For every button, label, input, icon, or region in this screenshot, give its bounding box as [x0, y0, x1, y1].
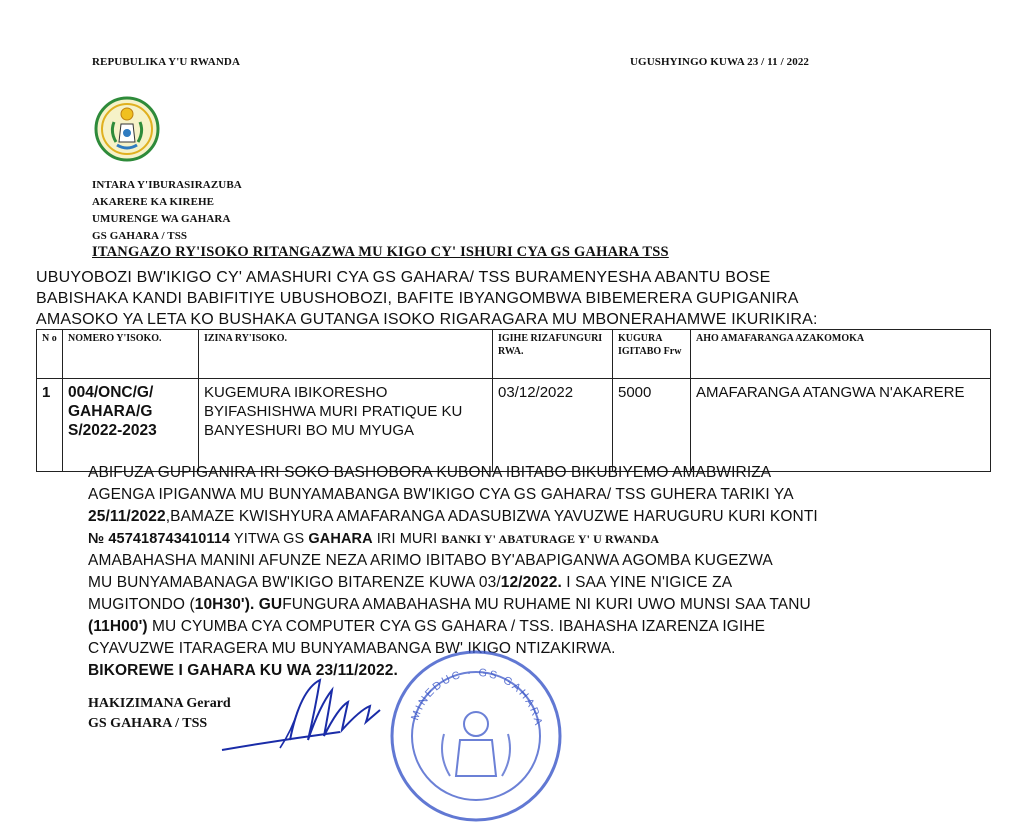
body-text: YITWA GS	[230, 531, 309, 547]
header-deadline: IGIHE RIZAFUNGURI RWA.	[493, 330, 613, 379]
address-province: INTARA Y'IBURASIRAZUBA	[92, 179, 242, 191]
sender-address	[92, 177, 242, 245]
notice-title: ITANGAZO RY'ISOKO RITANGAZWA MU KIGO CY' ISHURI CYA GS GAHARA TSS	[92, 244, 669, 260]
header-ref: NOMERO Y'ISOKO.	[63, 330, 199, 379]
signature-icon	[220, 670, 390, 760]
body-text: FUNGURA AMABAHASHA MU RUHAME NI KURI UWO MUNSI SAA TANU	[282, 596, 811, 613]
table-row	[37, 379, 991, 472]
body-text: MU BUNYAMABANAGA BW'IKIGO BITARENZE KUWA 03/	[88, 574, 501, 591]
cell-name: KUGEMURA IBIKORESHO BYIFASHISHWA MURI PRATIQUE KU BANYESHURI BO MU MYUGA	[199, 379, 493, 472]
body-line	[88, 594, 988, 616]
body-text: I SAA YINE N'IGICE ZA	[561, 574, 733, 591]
svg-text:MINEDUC · GS GAHARA	[409, 667, 544, 728]
body-line	[88, 528, 988, 550]
header-price: KUGURA IGITABO Frw	[613, 330, 691, 379]
body-line: AGENGA IPIGANWA MU BUNYAMABANGA BW'IKIGO CYA GS GAHARA/ TSS GUHERA TARIKI YA	[88, 486, 794, 503]
deadline-date: 12/2022.	[500, 574, 562, 591]
open-date: 25/11/2022	[88, 508, 166, 525]
intro-line: AMASOKO YA LETA KO BUSHAKA GUTANGA ISOKO RIGARAGARA MU MBONERAHAMWE IKURIKIRA:	[36, 311, 818, 328]
signer-school: GS GAHARA / TSS	[88, 716, 208, 731]
account-name: GAHARA	[308, 531, 373, 547]
signer-block	[88, 694, 231, 734]
address-district: AKARERE KA KIREHE	[92, 196, 215, 208]
rwanda-emblem-icon	[94, 96, 160, 162]
cell-ref: 004/ONC/G/ GAHARA/G S/2022-2023	[63, 379, 199, 472]
body-text: ,BAMAZE KWISHYURA AMAFARANGA ADASUBIZWA YAVUZWE HARUGURU KURI KONTI	[165, 508, 818, 525]
intro-line: UBUYOBOZI BW'IKIGO CY' AMASHURI CYA GS GAHARA/ TSS BURAMENYESHA ABANTU BOSE	[36, 269, 771, 286]
header-no: N o	[37, 330, 63, 379]
address-sector: UMURENGE WA GAHARA	[92, 213, 231, 225]
republic-heading: REPUBULIKA Y'U RWANDA	[92, 56, 240, 68]
body-text: IRI MURI	[372, 531, 442, 547]
body-text: MU CYUMBA CYA COMPUTER CYA GS GAHARA / TSS. IBAHASHA IZARENZA IGIHE	[147, 618, 766, 635]
body-line	[88, 616, 988, 638]
body-text: MUGITONDO (	[88, 596, 195, 613]
body-line	[88, 572, 988, 594]
cell-price: 5000	[613, 379, 691, 472]
school-stamp-icon	[388, 648, 564, 824]
done-at-line: BIKOREWE I GAHARA KU WA 23/11/2022.	[88, 662, 398, 679]
document-date: UGUSHYINGO KUWA 23 / 11 / 2022	[630, 56, 810, 68]
header-funding: AHO AMAFARANGA AZAKOMOKA	[691, 330, 991, 379]
deadline-time: 10H30'). GU	[194, 596, 283, 613]
body-line	[88, 506, 988, 528]
intro-line: BABISHAKA KANDI BABIFITIYE UBUSHOBOZI, BAFITE IBYANGOMBWA BIBEMERERA GUPIGANIRA	[36, 290, 799, 307]
cell-funding: AMAFARANGA ATANGWA N'AKARERE	[691, 379, 991, 472]
opening-time: (11H00')	[88, 618, 148, 635]
table-header-row	[37, 330, 991, 379]
signer-name: HAKIZIMANA Gerard	[88, 696, 231, 711]
stamp-text: MINEDUC · GS GAHARA	[409, 666, 545, 729]
header-name: IZINA RY'ISOKO.	[199, 330, 493, 379]
body-line: CYAVUZWE ITARAGERA MU BUNYAMABANGA BW' IKIGO NTIZAKIRWA.	[88, 640, 616, 657]
intro-paragraph	[36, 267, 986, 330]
body-line: AMABAHASHA MANINI AFUNZE NEZA ARIMO IBITABO BY'ABAPIGANWA AGOMBA KUGEZWA	[88, 552, 773, 569]
account-number: № 457418743410114	[88, 531, 231, 547]
cell-deadline: 03/12/2022	[493, 379, 613, 472]
tender-table	[36, 329, 991, 472]
body-line: ABIFUZA GUPIGANIRA IRI SOKO BASHOBORA KUBONA IBITABO BIKUBIYEMO AMABWIRIZA	[88, 464, 772, 481]
address-school: GS GAHARA / TSS	[92, 230, 188, 242]
cell-no: 1	[37, 379, 63, 472]
bank-name: BANKI Y' ABATURAGE Y' U RWANDA	[441, 532, 660, 546]
